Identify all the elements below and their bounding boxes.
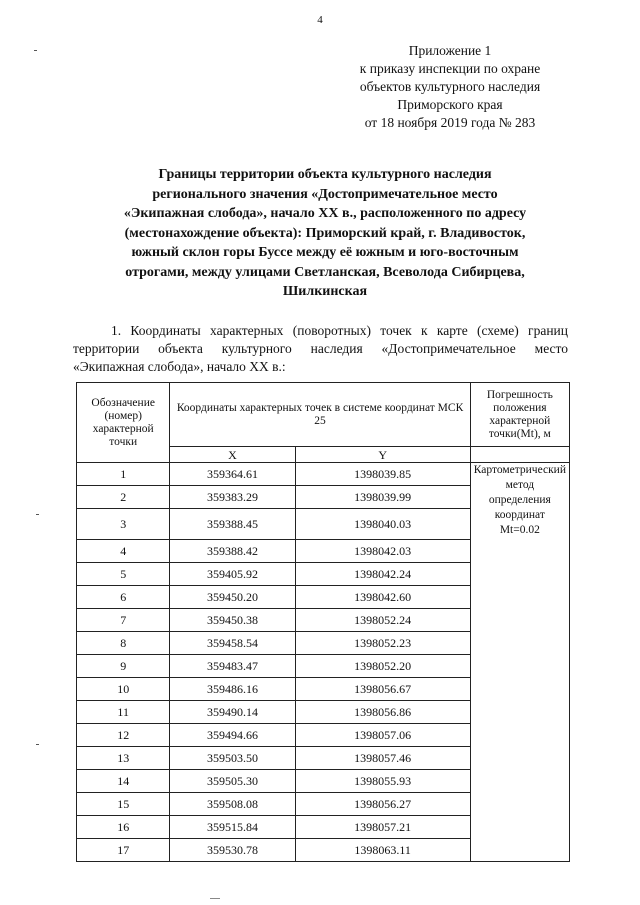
scan-mark [34,50,37,51]
x-cell: 359364.61 [170,463,295,486]
document-title [90,165,560,302]
y-cell: 1398057.06 [295,724,470,747]
method-cell: Картометрический метод определения координат Mt=0.02 [470,463,569,862]
point-cell: 10 [77,678,170,701]
x-cell: 359486.16 [170,678,295,701]
appendix-line: Приморского края [397,97,503,112]
scan-mark [210,898,220,899]
x-cell: 359388.45 [170,509,295,540]
y-cell: 1398056.67 [295,678,470,701]
header-x: X [170,447,295,463]
x-cell: 359450.20 [170,586,295,609]
page-number: 4 [317,14,323,26]
y-cell: 1398052.20 [295,655,470,678]
title-line: (местонахождение объекта): Приморский край, г. Владивосток, [124,225,526,241]
appendix-line: Приложение 1 [408,43,492,58]
y-cell: 1398057.21 [295,816,470,839]
header-y: Y [295,447,470,463]
scan-mark [36,514,39,515]
title-line: регионального значения «Достопримечательное место [152,186,498,202]
y-cell: 1398042.24 [295,563,470,586]
y-cell: 1398056.86 [295,701,470,724]
y-cell: 1398039.85 [295,463,470,486]
x-cell: 359450.38 [170,609,295,632]
point-cell: 2 [77,486,170,509]
y-cell: 1398057.46 [295,747,470,770]
point-cell: 16 [77,816,170,839]
y-cell: 1398063.11 [295,839,470,862]
x-cell: 359530.78 [170,839,295,862]
title-line: Границы территории объекта культурного наследия [158,167,492,182]
y-cell: 1398056.27 [295,793,470,816]
y-cell: 1398042.03 [295,540,470,563]
x-cell: 359503.50 [170,747,295,770]
intro-paragraph [73,322,568,376]
coordinates-table [76,382,570,862]
x-cell: 359483.47 [170,655,295,678]
appendix-line: объектов культурного наследия [359,79,541,94]
header-error: Погрешность положения характерной точки(Mt), м [470,383,569,447]
point-cell: 11 [77,701,170,724]
y-cell: 1398040.03 [295,509,470,540]
intro-line: «Экипажная слобода», начало XX в.: [73,359,286,374]
point-cell: 15 [77,793,170,816]
point-cell: 4 [77,540,170,563]
x-cell: 359505.30 [170,770,295,793]
point-cell: 5 [77,563,170,586]
y-cell: 1398052.23 [295,632,470,655]
x-cell: 359458.54 [170,632,295,655]
appendix-line: от 18 ноября 2019 года № 283 [364,115,536,130]
point-cell: 9 [77,655,170,678]
title-line: отрогами, между улицами Светланская, Всеволода Сибирцева, [125,264,525,280]
title-line: «Экипажная слобода», начало XX в., расположенного по адресу [123,206,527,221]
header-error-blank [470,447,569,463]
y-cell: 1398052.24 [295,609,470,632]
title-line: южный склон горы Буссе между её южным и юго-восточным [131,245,519,260]
point-cell: 17 [77,839,170,862]
scan-mark [36,744,39,745]
x-cell: 359383.29 [170,486,295,509]
point-cell: 8 [77,632,170,655]
intro-line: 1. Координаты характерных (поворотных) точек к карте (схеме) границ [111,323,568,338]
y-cell: 1398042.60 [295,586,470,609]
x-cell: 359388.42 [170,540,295,563]
x-cell: 359508.08 [170,793,295,816]
point-cell: 3 [77,509,170,540]
header-point: Обозначение (номер) характерной точки [77,383,170,463]
table-row [77,463,570,486]
x-cell: 359405.92 [170,563,295,586]
point-cell: 6 [77,586,170,609]
title-line: Шилкинская [282,284,368,299]
appendix-line: к приказу инспекции по охране [359,61,541,76]
table-header-row [77,383,570,447]
point-cell: 7 [77,609,170,632]
appendix-block [330,42,570,132]
intro-line: территории объекта культурного наследия «Достопримечательное место [73,341,568,356]
y-cell: 1398039.99 [295,486,470,509]
header-coordinates: Координаты характерных точек в системе координат МСК 25 [170,383,470,447]
x-cell: 359494.66 [170,724,295,747]
point-cell: 12 [77,724,170,747]
point-cell: 13 [77,747,170,770]
point-cell: 1 [77,463,170,486]
point-cell: 14 [77,770,170,793]
x-cell: 359490.14 [170,701,295,724]
y-cell: 1398055.93 [295,770,470,793]
x-cell: 359515.84 [170,816,295,839]
